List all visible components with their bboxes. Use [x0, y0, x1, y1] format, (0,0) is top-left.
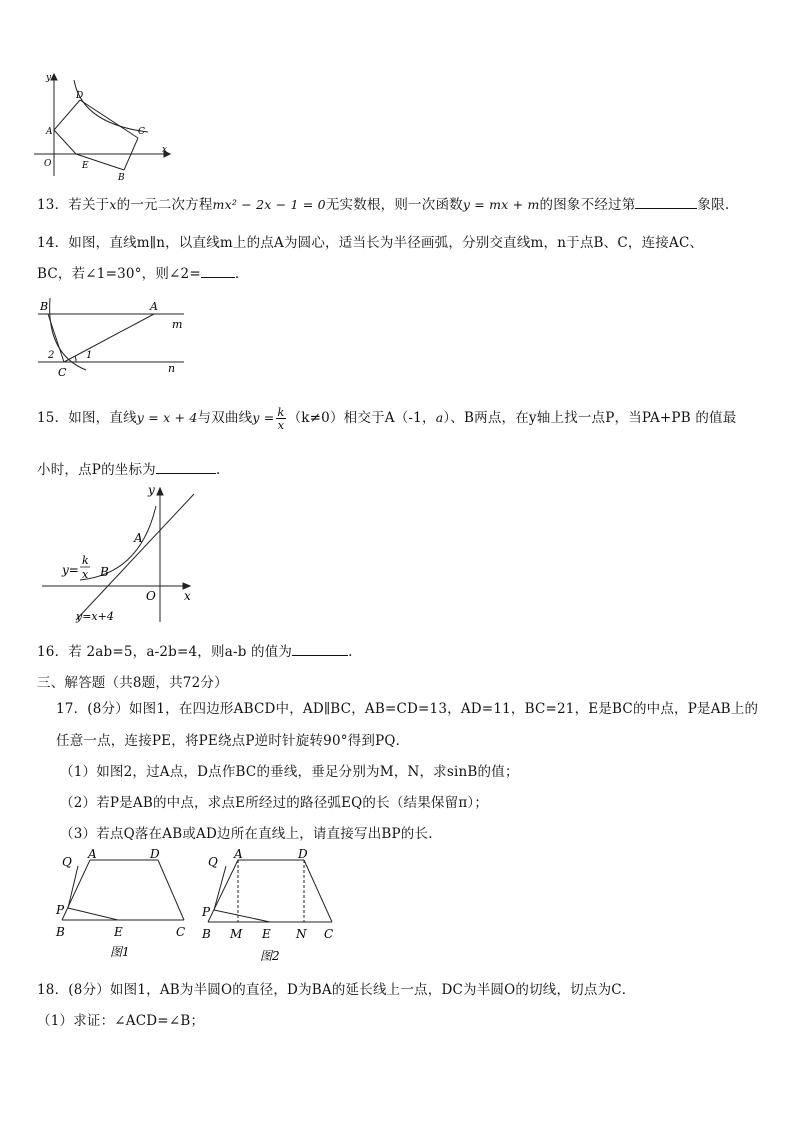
fig14-a: A [150, 300, 158, 313]
figure-q17-1 [54, 848, 194, 960]
fig14-c: C [58, 366, 67, 379]
fig17-2-c: C [324, 927, 334, 941]
q13-equation: mx² − 2x − 1 = 0 [212, 197, 326, 212]
fig14-angle-2: 2 [48, 350, 55, 361]
q14-text: BC，若∠1=30°，则∠2= [37, 266, 201, 282]
figure-q15 [40, 482, 200, 624]
q15-period: . [215, 462, 221, 478]
fig14-m: m [172, 318, 183, 331]
fig12-a: A [46, 127, 53, 137]
q15-text-1: 15．如图，直线 [37, 410, 137, 426]
fig17-1-e: E [114, 925, 123, 939]
q13-text-4: 的图象不经过第 [539, 197, 636, 213]
question-17-part-2: （2）若P是AB的中点，求点E所经过的路径弧EQ的长（结果保留π）； [60, 795, 489, 811]
q15-text-3: （k≠0）相交于A（-1， [287, 410, 436, 426]
question-17-part-3: （3）若点Q落在AB或AD边所在直线上，请直接写出BP的长. [60, 826, 433, 842]
fig12-x: x [162, 145, 168, 155]
figure-q14 [34, 292, 194, 380]
fig15-line-label: y=x+4 [76, 610, 114, 623]
fig17-1-d: D [150, 848, 160, 861]
question-18-line-1: 18．(8分）如图1，AB为半圆O的直径，D为BA的延长线上一点，DC为半圆O的切线，切点为C． [37, 982, 636, 998]
fig15-x-den: x [82, 568, 89, 581]
fig17-1-b: B [56, 925, 65, 939]
fig15-y: y [148, 483, 155, 497]
fig15-a: A [134, 531, 143, 545]
figure-q12 [30, 68, 180, 180]
fig15-k: k [82, 554, 89, 567]
q15-fraction-numerator: k [277, 405, 285, 419]
q14-answer-blank [201, 265, 235, 278]
fig17-1-c: C [176, 925, 186, 939]
q13-variable: x [109, 197, 117, 212]
fig17-2-b: B [202, 927, 211, 941]
fig12-d: D [76, 91, 84, 101]
q15-fraction-denominator: x [277, 418, 285, 432]
q15-answer-blank [156, 461, 216, 474]
fig12-b: B [118, 173, 125, 180]
q15-fraction [276, 406, 285, 431]
fig12-e: E [82, 161, 89, 171]
fig15-o: O [146, 589, 156, 603]
section-3-heading: 三、解答题（共8题，共72分） [37, 675, 228, 691]
fig17-1-a: A [88, 848, 97, 861]
fig17-2-m: M [230, 927, 243, 941]
q15-text-5: 小时，点P的坐标为 [37, 462, 156, 478]
fig15-b: B [100, 565, 109, 579]
q13-text-3: 无实数根，则一次函数 [325, 197, 463, 213]
fig14-n: n [168, 362, 176, 375]
question-15-line-2 [37, 458, 220, 478]
q15-a: a [435, 410, 444, 425]
q16-answer-blank [292, 643, 348, 656]
q15-text-2: 与双曲线 [197, 410, 253, 426]
question-14-line-2 [37, 262, 239, 282]
figure-q17-2 [200, 848, 342, 966]
q13-number: 13． [37, 197, 69, 213]
question-17-line-2: 任意一点，连接PE，将PE绕点P逆时针旋转90°得到PQ． [56, 733, 410, 749]
q13-text-5: 象限. [697, 197, 730, 213]
question-14-line-1: 14．如图，直线m∥n，以直线m上的点A为圆心，适当长为半径画弧，分别交直线m，n于点B、C，连接AC、 [37, 235, 704, 251]
fig17-2-q: Q [208, 855, 218, 869]
question-18-part-1: （1）求证：∠ACD=∠B； [37, 1013, 205, 1029]
fig17-2-e: E [262, 927, 271, 941]
fig17-1-p: P [56, 903, 65, 917]
q13-text-2: 的一元二次方程 [116, 197, 213, 213]
question-13 [37, 193, 729, 213]
q13-text-1: 若关于 [68, 197, 110, 213]
question-17-line-1: 17．(8分）如图1，在四边形ABCD中，AD∥BC，AB=CD=13，AD=11，BC=21，E是BC的中点，P是AB上的 [56, 701, 759, 717]
question-17-part-1: （1）如图2，过A点，D点作BC的垂线，垂足分别为M，N，求sinB的值； [60, 764, 519, 780]
q16-period: . [348, 644, 353, 660]
fig17-2-a: A [234, 848, 243, 861]
fig14-b: B [40, 300, 49, 313]
fig17-2-d: D [298, 848, 308, 861]
q13-answer-blank [635, 196, 697, 209]
q15-line-equation: y = x + 4 [136, 410, 198, 425]
q13-function: y = mx + m [462, 197, 540, 212]
q14-period: . [234, 266, 240, 282]
fig17-2-p: P [202, 905, 211, 919]
fig17-2-caption: 图2 [260, 949, 280, 963]
q15-hyperbola-lhs: y = [252, 410, 275, 425]
fig15-x: x [184, 589, 191, 603]
fig17-1-caption: 图1 [110, 945, 130, 959]
fig14-angle-1: 1 [86, 350, 93, 361]
fig12-o: O [44, 159, 52, 169]
fig15-hyperbola-label: y= [62, 563, 79, 577]
fig17-1-q: Q [62, 855, 72, 869]
fig17-2-n: N [296, 927, 307, 941]
fig12-y: y [46, 73, 52, 83]
fig12-c: C [138, 127, 145, 137]
q16-text: 16．若 2ab=5，a-2b=4，则a-b 的值为 [37, 644, 293, 660]
q15-text-4: ）、B两点，在y轴上找一点P，当PA+PB 的值最 [443, 410, 737, 426]
question-15-line-1 [37, 406, 736, 431]
question-16 [37, 640, 353, 660]
